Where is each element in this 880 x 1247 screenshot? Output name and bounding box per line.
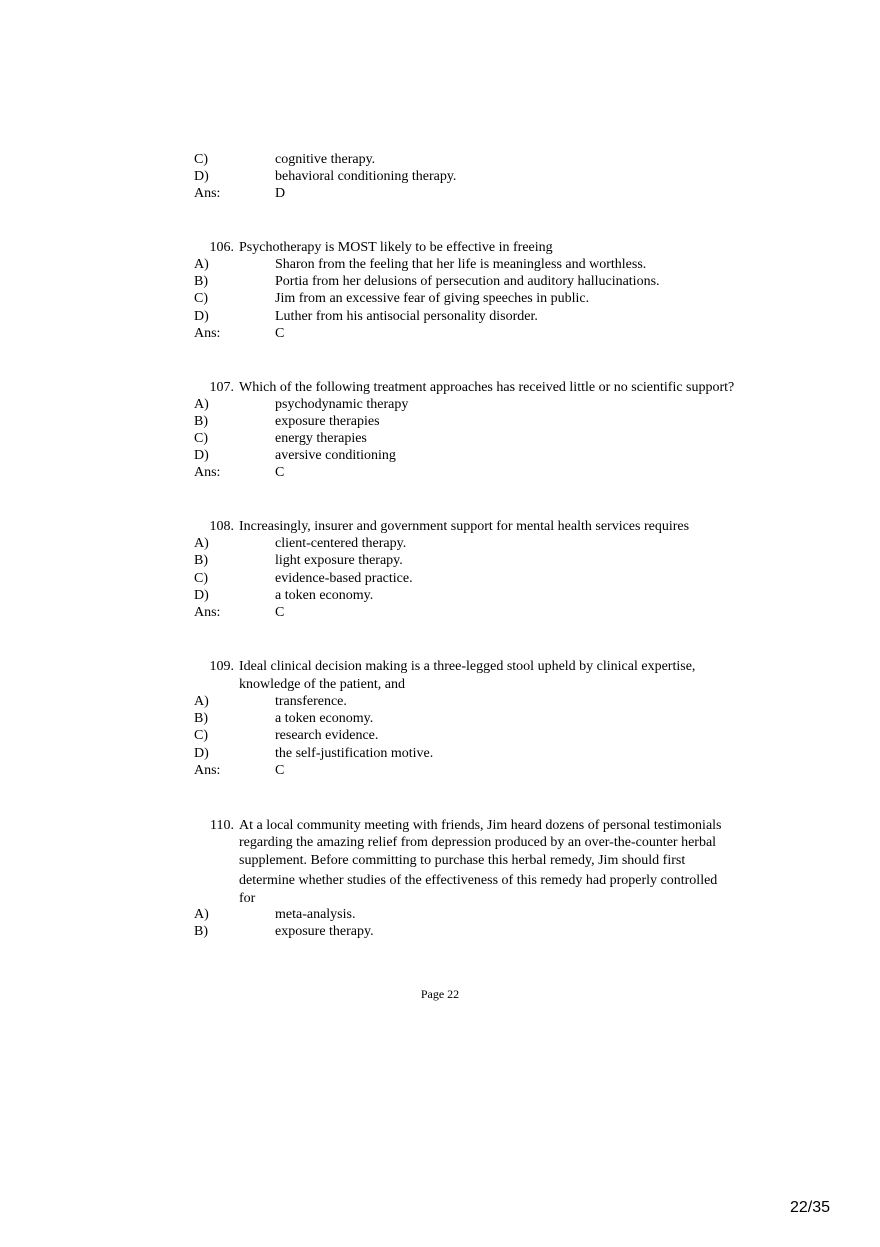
- option-text: Sharon from the feeling that her life is meaningless and worthless.: [275, 257, 647, 272]
- option-label: B): [194, 553, 208, 568]
- option-text: Jim from an excessive fear of giving speeches in public.: [275, 291, 590, 306]
- option-label: B): [194, 274, 208, 289]
- answer-value: C: [275, 326, 285, 341]
- option-label: A): [194, 907, 209, 922]
- option-text: the self-justification motive.: [275, 746, 434, 761]
- option-label: D): [194, 309, 209, 324]
- option-text: cognitive therapy.: [275, 152, 376, 167]
- question-stem: for: [239, 891, 256, 906]
- option-text: evidence-based practice.: [275, 571, 413, 586]
- answer-label: Ans:: [194, 326, 221, 341]
- option-label: C): [194, 291, 208, 306]
- option-label: D): [194, 588, 209, 603]
- option-text: psychodynamic therapy: [275, 397, 409, 412]
- option-label: C): [194, 728, 208, 743]
- option-text: energy therapies: [275, 431, 367, 446]
- option-label: C): [194, 152, 208, 167]
- option-text: a token economy.: [275, 588, 374, 603]
- option-text: research evidence.: [275, 728, 379, 743]
- option-text: a token economy.: [275, 711, 374, 726]
- answer-label: Ans:: [194, 763, 221, 778]
- question-number: 109.: [209, 659, 234, 674]
- question-stem: At a local community meeting with friends, Jim heard dozens of personal testimonials: [239, 818, 722, 833]
- question-number: 106.: [209, 240, 234, 255]
- answer-value: D: [275, 186, 286, 201]
- question-stem: Ideal clinical decision making is a three-legged stool upheld by clinical expertise,: [239, 659, 696, 674]
- option-text: Portia from her delusions of persecution and auditory hallucinations.: [275, 274, 660, 289]
- answer-value: C: [275, 605, 285, 620]
- option-text: exposure therapy.: [275, 924, 374, 939]
- question-stem: knowledge of the patient, and: [239, 677, 406, 692]
- option-text: meta-analysis.: [275, 907, 356, 922]
- answer-value: C: [275, 763, 285, 778]
- page-counter: 22/35: [789, 1199, 830, 1216]
- option-label: D): [194, 746, 209, 761]
- question-number: 107.: [209, 380, 234, 395]
- option-label: D): [194, 448, 209, 463]
- option-text: light exposure therapy.: [275, 553, 403, 568]
- option-label: A): [194, 257, 209, 272]
- option-label: C): [194, 571, 208, 586]
- option-text: Luther from his antisocial personality disorder.: [275, 309, 538, 324]
- question-stem: Increasingly, insurer and government support for mental health services requires: [239, 519, 690, 534]
- option-label: B): [194, 711, 208, 726]
- question-stem: regarding the amazing relief from depression produced by an over-the-counter herbal: [239, 835, 717, 850]
- question-stem: Psychotherapy is MOST likely to be effective in freeing: [239, 240, 553, 255]
- option-text: behavioral conditioning therapy.: [275, 169, 457, 184]
- option-text: aversive conditioning: [275, 448, 396, 463]
- option-label: D): [194, 169, 209, 184]
- option-label: B): [194, 924, 208, 939]
- option-text: transference.: [275, 694, 347, 709]
- option-label: A): [194, 397, 209, 412]
- question-number: 108.: [209, 519, 234, 534]
- answer-value: C: [275, 465, 285, 480]
- question-stem: supplement. Before committing to purchase this herbal remedy, Jim should first: [239, 853, 686, 868]
- option-label: C): [194, 431, 208, 446]
- question-stem: Which of the following treatment approaches has received little or no scientific support?: [239, 380, 735, 395]
- question-number: 110.: [210, 818, 234, 833]
- question-stem: determine whether studies of the effectiveness of this remedy had properly controlled: [239, 873, 718, 888]
- answer-label: Ans:: [194, 186, 221, 201]
- answer-label: Ans:: [194, 465, 221, 480]
- option-text: exposure therapies: [275, 414, 380, 429]
- answer-label: Ans:: [194, 605, 221, 620]
- option-label: A): [194, 536, 209, 551]
- option-label: B): [194, 414, 208, 429]
- page-footer: Page 22: [420, 987, 460, 1001]
- option-text: client-centered therapy.: [275, 536, 407, 551]
- option-label: A): [194, 694, 209, 709]
